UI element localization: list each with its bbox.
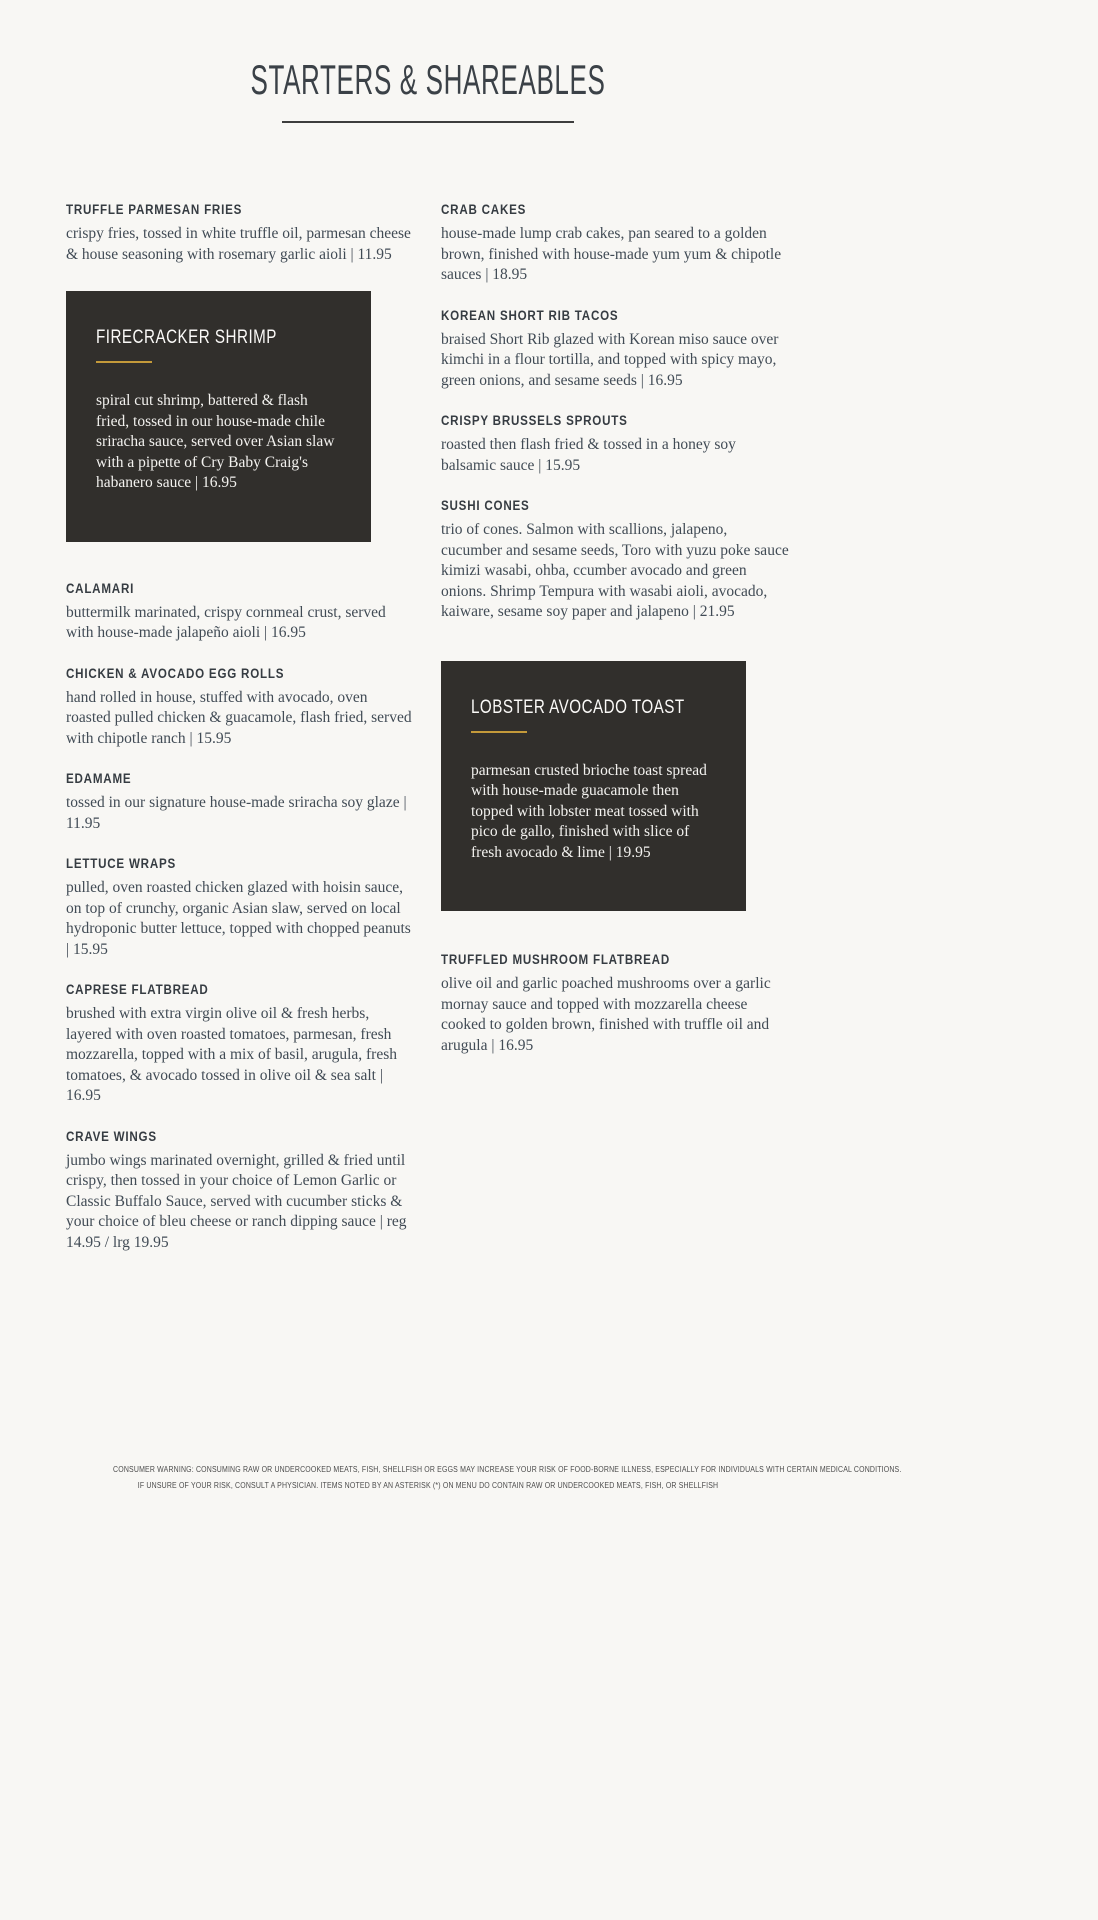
item-description: brushed with extra virgin olive oil & fresh herbs, layered with oven roasted tomatoes, parmesan, fresh mozzarella, topped with a mix of basil, arugula, fresh tomatoes, & avocado tossed in olive oil & sea salt | 16.95 <box>66 1005 397 1104</box>
item-name: TRUFFLED MUSHROOM FLATBREAD <box>441 952 671 967</box>
gold-divider <box>471 731 527 733</box>
item-description: house-made lump crab cakes, pan seared to a golden brown, finished with house-made yum yum & chipotle sauces | 18.95 <box>441 225 782 283</box>
title-divider <box>282 121 574 123</box>
menu-item-crab-cakes <box>441 201 790 286</box>
menu-item-sushi-cones <box>441 497 790 623</box>
menu-item-caprese-flatbread <box>66 981 415 1107</box>
right-column <box>441 201 790 1274</box>
gold-divider <box>96 361 152 363</box>
item-description: pulled, oven roasted chicken glazed with hoisin sauce, on top of crunchy, organic Asian slaw, served on local hydroponic butter lettuce, topped with chopped peanuts | 15.95 <box>66 879 411 958</box>
item-name: LETTUCE WRAPS <box>66 856 177 871</box>
item-description: braised Short Rib glazed with Korean miso sauce over kimchi in a flour tortilla, and topped with spicy mayo, green onions, and sesame seeds | 16.95 <box>441 330 779 389</box>
consumer-warning-line-1: CONSUMER WARNING: CONSUMING RAW OR UNDERCOOKED MEATS, FISH, SHELLFISH OR EGGS MAY INCREASE YOUR RISK OF FOOD-BORNE ILLNESS, ESPECIALLY FOR INDIVIDUALS WITH CERTAIN MEDICAL CONDITIONS. <box>113 1465 902 1474</box>
item-name: CHICKEN & AVOCADO EGG ROLLS <box>66 665 285 681</box>
menu-item-truffle-parmesan-fries <box>66 201 415 265</box>
left-column <box>66 201 415 1274</box>
item-description: roasted then flash fried & tossed in a honey soy balsamic sauce | 15.95 <box>441 436 736 474</box>
item-name: CALAMARI <box>66 580 135 596</box>
menu-item-chicken-avocado-egg-rolls <box>66 665 415 750</box>
menu-item-lettuce-wraps <box>66 855 415 960</box>
menu-item-truffled-mushroom-flatbread <box>441 951 790 1056</box>
menu-content <box>66 0 790 1274</box>
menu-header <box>66 0 790 123</box>
item-name: CRAVE WINGS <box>66 1128 157 1144</box>
menu-columns <box>66 201 790 1274</box>
featured-card-firecracker-shrimp <box>66 291 371 542</box>
item-name: EDAMAME <box>66 771 132 786</box>
featured-item-name: FIRECRACKER SHRIMP <box>96 327 277 348</box>
item-name: CAPRESE FLATBREAD <box>66 982 209 997</box>
menu-item-crispy-brussels-sprouts <box>441 412 790 476</box>
consumer-warning <box>66 1462 902 1494</box>
menu-item-crave-wings <box>66 1128 415 1254</box>
item-description: trio of cones. Salmon with scallions, jalapeno, cucumber and sesame seeds, Toro with yuzu poke sauce kimizi wasabi, ohba, ccumber avocado and green onions. Shrimp Tempura with wasabi aioli, avocado, kaiware, sesame soy paper and jalapeno | 21.95 <box>441 521 789 620</box>
item-description: hand rolled in house, stuffed with avocado, oven roasted pulled chicken & guacamole, flash fried, served with chipotle ranch | 15.95 <box>66 688 412 747</box>
item-description: jumbo wings marinated overnight, grilled & fried until crispy, then tossed in your choice of Lemon Garlic or Classic Buffalo Sauce, served with cucumber sticks & your choice of bleu cheese or ranch dipping sauce | reg 14.95 / lrg 19.95 <box>66 1151 407 1251</box>
featured-item-description: parmesan crusted brioche toast spread with house-made guacamole then topped with lobster meat tossed with pico de gallo, finished with slice of fresh avocado & lime | 19.95 <box>471 761 707 861</box>
item-description: crispy fries, tossed in white truffle oil, parmesan cheese & house seasoning with rosemary garlic aioli | 11.95 <box>66 225 411 263</box>
item-name: CRAB CAKES <box>441 202 527 217</box>
item-name: CRISPY BRUSSELS SPROUTS <box>441 413 628 428</box>
item-name: SUSHI CONES <box>441 498 530 513</box>
menu-item-calamari <box>66 580 415 644</box>
item-description: tossed in our signature house-made sriracha soy glaze | 11.95 <box>66 794 407 832</box>
item-description: olive oil and garlic poached mushrooms over a garlic mornay sauce and topped with mozzarella cheese cooked to golden brown, finished with truffle oil and arugula | 16.95 <box>441 975 771 1054</box>
menu-item-edamame <box>66 770 415 834</box>
item-name: KOREAN SHORT RIB TACOS <box>441 307 619 323</box>
featured-card-lobster-avocado-toast <box>441 661 746 912</box>
featured-item-name: LOBSTER AVOCADO TOAST <box>471 696 685 718</box>
item-description: buttermilk marinated, crispy cornmeal crust, served with house-made jalapeño aioli | 16.95 <box>66 603 386 641</box>
item-name: TRUFFLE PARMESAN FRIES <box>66 202 243 217</box>
consumer-warning-line-2: IF UNSURE OF YOUR RISK, CONSULT A PHYSICIAN. ITEMS NOTED BY AN ASTERISK (*) ON MENU DO CONTAIN RAW OR UNDERCOOKED MEATS, FISH, OR SHELLFISH <box>137 1481 719 1490</box>
page-title: STARTERS & SHAREABLES <box>250 56 606 103</box>
featured-item-description: spiral cut shrimp, battered & flash fried, tossed in our house-made chile sriracha sauce, served over Asian slaw with a pipette of Cry Baby Craig's habanero sauce | 16.95 <box>96 392 335 491</box>
menu-item-korean-short-rib-tacos <box>441 307 790 392</box>
